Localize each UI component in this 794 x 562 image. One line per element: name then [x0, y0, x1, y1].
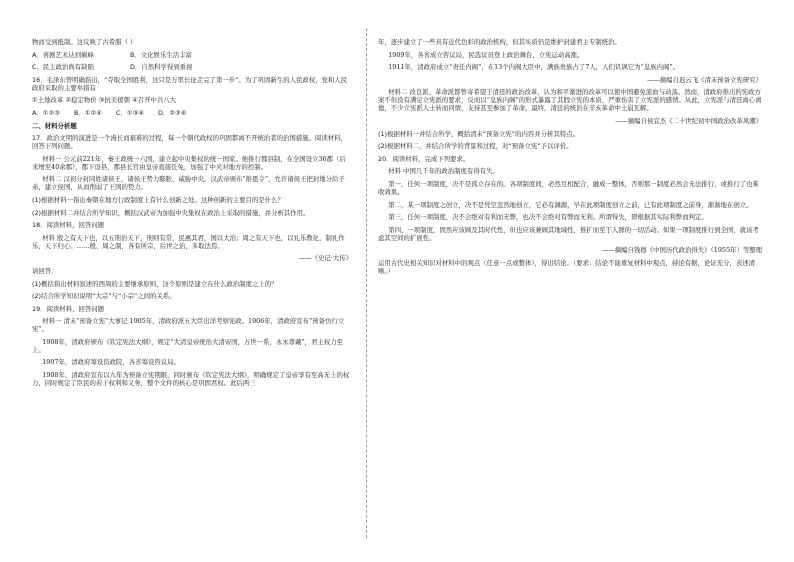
text-line: 材料 殷之有天下也，以五刑治天下，刑则有常，民惠其君，国以大治；周之有天下也，以礼乐教化，制礼作乐，天下归心。……殷、周之制，各有所宗，后世之治，多取法焉。	[32, 233, 345, 250]
text-line: 请回答：	[32, 266, 58, 275]
text-line: 材料一 公元前221年，秦王政统一六国，建立起中央集权的统一国家。他推行郡县制，在全国设立36郡（后来增至40余郡），郡下设县，郡县长官由皇帝直接任免，加强了中央对地方的控制。	[32, 154, 346, 171]
text-line: (1)概括指出材料叙述的西周的主要继承原则，这个原则是建立在什么政治制度之上的？	[32, 279, 278, 288]
right-column	[378, 38, 762, 280]
answer-option: A．喜剧艺术达到巅峰	[32, 50, 94, 59]
text-line: 16．毛泽东曾明确指出，“夺取全国胜利，这只是万里长征走完了第一步”。为了巩固新生的人民政权，党和人民政府采取的主要举措有	[32, 75, 348, 92]
answer-option: B．文化娱乐生活丰富	[130, 50, 192, 59]
answer-option: C．①③④	[116, 108, 145, 117]
text-line: 1908年，清政府颁布《钦定宪法大纲》，规定“大清皇帝统治大清帝国，万世一系，永永尊戴”，君主权力至上。	[32, 337, 344, 354]
text-line: 1911年，清政府成立“责任内阁”，在13个内阁大臣中，满族贵族占了7人，人们讥讽它为“皇族内阁”。	[388, 63, 679, 72]
left-column	[32, 38, 352, 392]
source-citation: ——摘编自侯宜杰《二十世纪初中国政治改革风潮》	[615, 116, 762, 125]
text-line: 1907年，清政府筹设资政院，各省筹设咨议局。	[42, 358, 180, 367]
text-line: (2)根据材料二，并结合所学的背景和过程，对“预备立宪”予以评价。	[378, 142, 573, 151]
source-citation: ——摘编自钱穆《中国历代政治得失》（1955年）等整理	[601, 246, 762, 255]
text-line: 材料一 清末“预备立宪”大事记 1905年，清政府派五大臣出洋考察宪政。1906年，清政府宣布“预备仿行立宪”。	[32, 317, 345, 334]
answer-options	[32, 63, 352, 71]
text-line: 第二，某一项制度之创立，决不是凭空忽然地创立，它必有渊源，早在此项制度创立之前，已有此项制度之前身，渐渐地在创立。	[388, 200, 753, 209]
answer-option: D．②③④	[158, 108, 187, 117]
answer-option: B．①②④	[74, 108, 102, 117]
text-line: 第四，一项制度，固然应该顾及其时代性，但也应该兼顾其地域性，推扩而至于人群的一切活动。如果一项制度推行到全国，就该考虑其空间的扩展性。	[378, 225, 759, 242]
column-divider	[366, 28, 367, 538]
section-heading: 二、材料分析题	[32, 121, 77, 130]
answer-option: D．自然科学得到重视	[130, 63, 193, 72]
text-line: (2)根据材料二并结合所学知识，概括汉武帝为加强中央集权在政治上采取的措施，并分析其作用。	[32, 208, 310, 217]
source-citation: ——《史记·大传》	[298, 254, 352, 263]
text-line: 运用古代史相关知识对材料中的观点（任意一点或整体），得出结论。（要求：结论不能重复材料中观点，持论有据，论证充分，表述清晰。）	[378, 258, 756, 275]
text-line: 17．政治文明的演进是一个漫长而艰难的过程，每一个朝代政权的巩固都离不开统治者的治国措施。阅读材料，回答下列问题。	[32, 134, 347, 151]
text-line: (1)根据材料一并结合所学，概括清末“预备立宪”的内容并分析其特点。	[378, 129, 580, 138]
answer-options	[32, 109, 352, 117]
text-line: 第一，任何一项制度，决不是孤立存在的。各项制度间，必然互相配合，融成一整体，否则那一制度必然会无法推行，或推行了也难收效果。	[378, 179, 759, 196]
text-line: 19．阅读材料，回答问题	[32, 304, 105, 313]
text-line: 材料二 改良派、革命派都曾寄希望于清廷的政治改革，认为和平渐进的改革可以使中国避免流血与动荡。然而，清政府推出的宪政方案不但没有满足立宪派的要求，反而以“皇族内阁”的形式暴露了其假立宪的本质，严重伤害了立宪派的感情。从此，立宪派与清廷离心离德，不少立宪派人士转而同情、支持甚至参加了革命，最终，清廷的统治在辛亥革命中土崩瓦解。	[378, 88, 762, 113]
text-line: ①土地改革 ②稳定物价 ③抗美援朝 ④召开中共八大	[32, 96, 177, 105]
text-line: 物而受到抵制。这反映了古希腊（ ）	[32, 38, 137, 46]
text-line: 1909年，各省成立咨议局，民选议员登上政治舞台，立宪运动高涨。	[388, 50, 584, 59]
text-line: 第三，任何一项制度，决不会绝对有利而无弊，也决不会绝对有弊而无利。所谓得失，即根据其实际利弊而判定。	[388, 213, 708, 222]
answer-options	[32, 51, 352, 59]
text-line: 1908年，清政府宣布以九年为预备立宪期限，同时颁布《钦定宪法大纲》，明确规定了皇帝享有至高无上的权力，同时规定了臣民的若干权利和义务，整个文件的核心是巩固君权。此后两三	[32, 371, 350, 388]
text-line: 20．阅读材料，完成下列要求。	[378, 154, 470, 163]
text-line: (1)根据材料一指出秦朝在地方行政制度上有什么创新之处。这种创新的主要目的是什么？	[32, 195, 284, 204]
text-line: 年，逐步建立了一些具有近代色彩的政治机构，但其实质仍是维护封建君主专制统治。	[378, 38, 621, 46]
text-line: 材料 中国几千年的政治制度有得有失。	[388, 167, 499, 176]
source-citation: ——摘编自迟云飞《清末预备立宪研究》	[646, 75, 762, 84]
text-line: 材料二 汉初分封同姓诸侯王，诸侯王势力膨胀，威胁中央。汉武帝颁布“推恩令”，允许诸侯王把封地分给子弟，建立侯国，从而削弱了王国的势力。	[32, 175, 345, 192]
text-line: (2)结合所学知识说明“大宗”与“小宗”之间的关系。	[32, 292, 176, 301]
answer-option: C．民主政治尚有缺陷	[32, 63, 94, 72]
text-line: 18．阅读材料，回答问题	[32, 221, 105, 230]
answer-option: A．①②③	[32, 108, 60, 117]
